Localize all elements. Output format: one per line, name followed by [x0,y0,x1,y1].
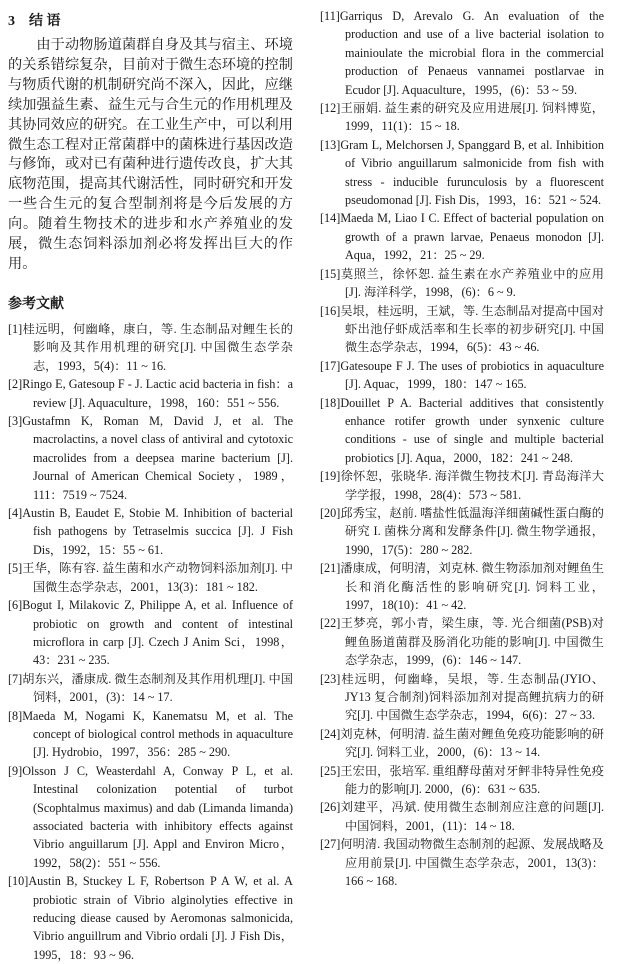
reference-number: [21] [320,561,341,576]
reference-number: [12] [320,101,341,116]
reference-text: 刘克林，何明清. 益生菌对鲤鱼免疫功能影响的研究[J]. 饲料工业，2000，(6)：13 ~ 14. [340,726,604,760]
section-title: 结 语 [29,14,61,29]
reference-item [8,559,293,596]
reference-text: Gustafmn K, Roman M, David J, et al. The macrolactins, a novel class of antiviral and cytotoxic macrolides from a deepsea marine bacterium [J]. Journal of American Chemical Society，1989，111：7519 ~ 7524. [22,414,293,502]
reference-text: 徐怀恕，张晓华. 海洋微生物技术[J]. 青岛海洋大学学报，1998，28(4)：573 ~ 581. [340,469,604,502]
reference-item [320,7,604,99]
reference-number: [15] [320,266,341,281]
reference-text: Austin B, Stuckey L F, Robertson P A W, et al. A probiotic strain of Vibrio alginolyties effective in reducing diease caused by Aeromonas salmonicida, Vibrio anguillrum and Vibrio ordali [J]. J Fish Dis，1995，18：93 ~ 96. [28,874,293,962]
references-heading: 参考文献 [8,297,64,312]
reference-text: 吴垠，桂远明，王斌，等. 生态制品对提高中国对虾出池仔虾成活率和生长率的初步研究[J]. 中国微生态学杂志，1994，6(5)：43 ~ 46. [340,303,604,355]
reference-item [8,872,293,964]
reference-number: [9] [8,763,23,778]
reference-number: [24] [320,726,341,741]
reference-number: [14] [320,211,341,226]
reference-text: 潘康成，何明清，刘克林. 微生物添加剂对鲤鱼生长和消化酶活性的影响研究[J]. 饲料工业，1997，18(10)：41 ~ 42. [340,561,604,612]
reference-number: [3] [8,414,23,429]
reference-list-right [320,7,604,891]
reference-text: Austin B, Eaudet E, Stobie M. Inhibition of bacterial fish pathogens by Tetraselmis succica [J]. J Fish Dis，1992，15：55 ~ 61. [22,506,293,557]
reference-text: 王华，陈有容. 益生菌和水产动物饲料添加剂[J]. 中国微生态学杂志，2001，13(3)：181 ~ 182. [22,561,293,594]
reference-number: [13] [320,137,341,152]
reference-text: 桂远明，何幽峰，康白，等. 生态制品对鲤生长的影响及其作用机理的研究[J]. 中国微生态学杂志，1993，5(4)：11 ~ 16. [22,322,293,373]
reference-item [8,707,293,762]
reference-number: [11] [320,9,340,23]
reference-number: [4] [8,506,23,521]
reference-item [320,99,604,136]
reference-list-left [8,320,293,964]
reference-text: 何明清. 我国动物微生态制剂的起源、发展战略及应用前景[J]. 中国微生态学杂志，2001，13(3)：166 ~ 168. [340,837,604,889]
reference-number: [5] [8,561,23,576]
reference-item [8,596,293,670]
reference-item [320,302,604,357]
reference-number: [23] [320,671,341,686]
reference-number: [26] [320,800,341,815]
reference-text: 王宏田，张培军. 重组酵母菌对牙鲆非特异性免疫能力的影响[J]. 2000，(6)：631 ~ 635. [340,763,604,797]
reference-text: 邱秀宝，赵前. 嗜盐性低温海洋细菌碱性蛋白酶的研究 I. 菌株分离和发酵条件[J]. 微生物学通报，1990，17(5)：280 ~ 282. [340,505,604,557]
reference-text: Maeda M, Nogami K, Kanematsu M, et al. The concept of biological control methods in aquaculture [J]. Hydrobio，1997，356：285 ~ 290. [22,708,293,760]
reference-number: [7] [8,671,23,686]
conclusion-paragraph: 由于动物肠道菌群自身及其与宿主、环境的关系错综复杂，目前对于微生态环境的控制与物质代谢的机制研究尚不深入，因此，应继续加强益生素、益生元与合生元的作用机理及其协同效应的研究。在工业生产中，可以利用微生态工程对正常菌群中的菌株进行基因改造与修饰，或对已有菌种进行遗传改良，扩大其底物范围，提高其代谢活性，同时研究和开发一些合生元的复合型制剂将是今后发展的方向。随着生物技术的进步和水产养殖业的发展，微生态饲料添加剂必将发挥出巨大的作用。 [8,37,293,272]
reference-item [320,762,604,799]
reference-text: 王丽娟. 益生素的研究及应用进展[J]. 饲料博览，1999，11(1)：15 ~ 18. [340,101,604,134]
reference-number: [8] [8,708,23,723]
reference-item [8,762,293,872]
reference-text: Garriqus D, Arevalo G. An evaluation of the production and use of a live bacterial isolation to mainioulate the microbial flora in the commercial production of Penaeus vannamei postlarvae in Ecudor [J]. Aquaculture，1995，(6)：53 ~ 59. [339,9,604,97]
reference-number: [20] [320,505,341,520]
section-number: 3 [8,14,15,29]
reference-item [320,265,604,302]
reference-item [8,375,293,412]
reference-number: [25] [320,763,341,778]
reference-item [320,559,604,614]
reference-item [320,670,604,725]
reference-number: [10] [8,874,29,889]
reference-text: Ringo E, Gatesoup F - J. Lactic acid bacteria in fish：a review [J]. Aquaculture，1998，160：551 ~ 556. [22,377,293,410]
reference-text: 刘建平，冯斌. 使用微生态制剂应注意的问题[J]. 中国饲料，2001，(11)：14 ~ 18. [340,800,604,833]
reference-item [320,136,604,210]
reference-text: Olsson J C, Weasterdahl A, Conway P L, et al. Intestinal colonization potential of turbot (Scophtalmus maximus) and dab (Limanda limanda) associated bacteria with inhibitory effects against Vibrio anguillarum [J]. Appl and Environ Micro，1992，58(2)：551 ~ 556. [22,763,293,870]
reference-number: [27] [320,837,341,852]
reference-number: [6] [8,598,23,613]
reference-item [8,670,293,707]
reference-item [320,467,604,504]
reference-item [320,209,604,264]
reference-item [320,504,604,559]
reference-number: [19] [320,469,341,484]
reference-item [8,320,293,375]
reference-number: [2] [8,377,23,392]
reference-text: 桂远明，何幽峰，吴垠，等. 生态制品(JYIO、JY13 复合制剂)饲料添加剂对提高鲤抗病力的研究[J]. 中国微生态学杂志，1994，6(6)：27 ~ 33. [340,671,604,723]
reference-number: [1] [8,322,23,336]
reference-number: [16] [320,303,341,318]
reference-text: Bogut I, Milakovic Z, Philippe A, et al. Influence of probiotic on growth and content of intestinal microflora in carp [J]. Czech J Anim Sci，1998，43：231 ~ 235. [22,598,293,668]
reference-text: 胡东兴，潘康成. 微生态制剂及其作用机理[J]. 中国饲料，2001，(3)：14 ~ 17. [22,671,293,705]
reference-text: Maeda M, Liao I C. Effect of bacterial population on growth of a prawn larvae, Penaeus monodon [J]. Aqua，1992，21：25 ~ 29. [340,211,604,263]
reference-item [8,504,293,559]
reference-item [320,614,604,669]
reference-number: [18] [320,395,341,410]
reference-text: 王梦亮，郭小青，梁生康，等. 光合细菌(PSB)对鲤鱼肠道菌群及肠消化功能的影响[J]. 中国微生态学杂志，1999，(6)：146 ~ 147. [340,616,604,668]
reference-item [320,725,604,762]
reference-number: [17] [320,358,341,373]
reference-item [320,798,604,835]
reference-text: Gram L, Melchorsen J, Spanggard B, et al. Inhibition of Vibrio anguillarum salmonicide from fish with stress - inducible furunculosis by a fluorescent pseudomonad [J]. Fish Dis，1993，16：521 ~ 524. [340,137,604,208]
reference-item [320,394,604,468]
reference-text: Douillet P A. Bacterial additives that consistently enhance rotifer growth under synxenic culture conditions - use of single and multiple bacterial probiotics [J]. Aqua，2000，182：241 ~ 248. [340,395,604,465]
reference-item [8,412,293,504]
reference-text: 莫照兰，徐怀恕. 益生素在水产养殖业中的应用[J]. 海洋科学，1998，(6)：6 ~ 9. [340,266,604,300]
reference-text: Gatesoupe F J. The uses of probiotics in aquaculture [J]. Aquac，1999，180：147 ~ 165. [340,358,604,392]
reference-number: [22] [320,616,341,631]
section-heading [8,10,75,30]
reference-item [320,835,604,890]
reference-item [320,357,604,394]
